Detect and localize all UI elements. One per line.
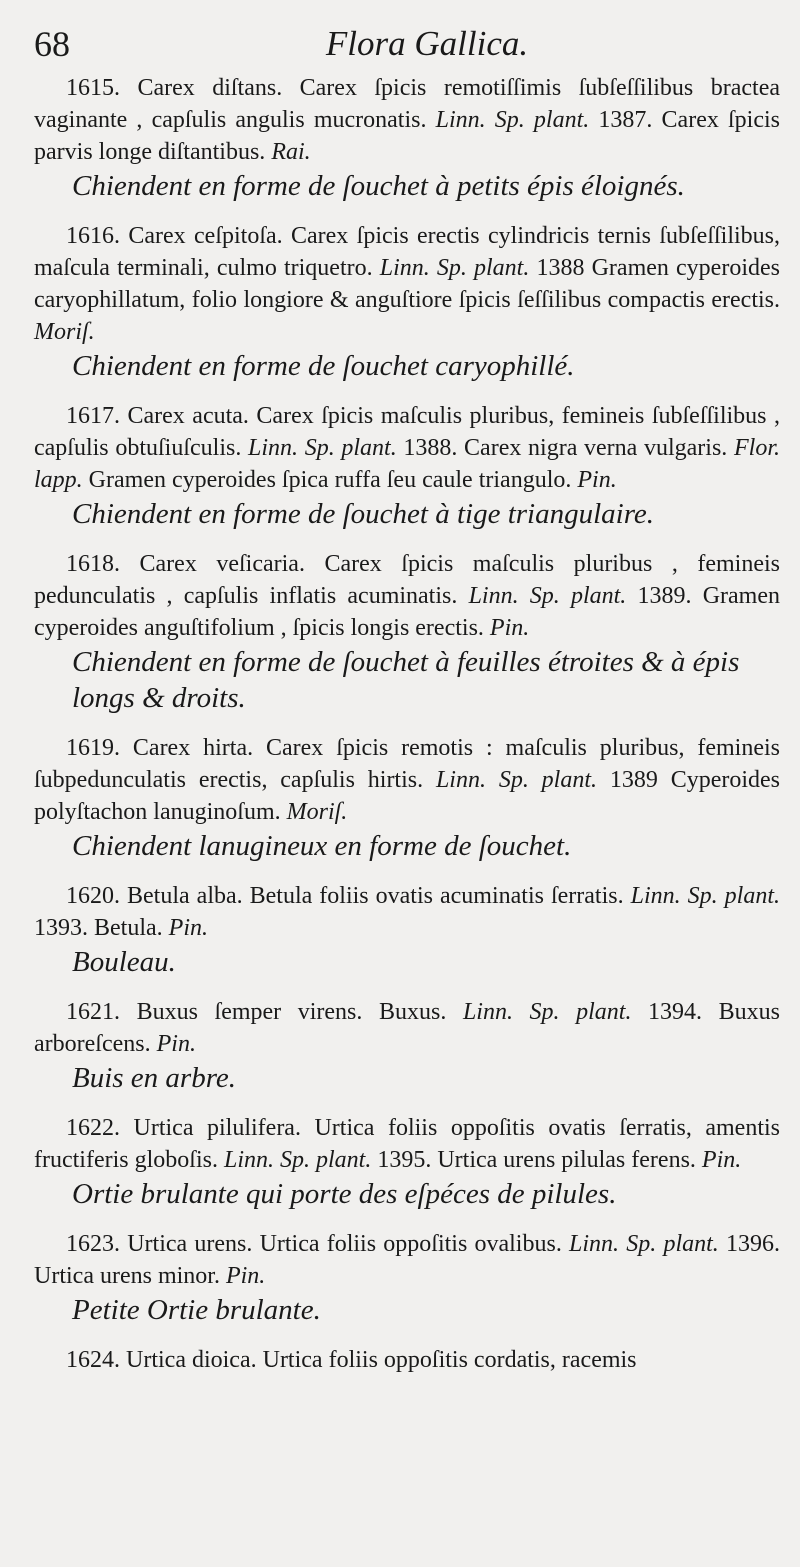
vernacular-name: Ortie brulante qui porte des eſpéces de pilules. <box>72 1178 617 1210</box>
entry-text: 1393. Betula. <box>34 915 169 941</box>
running-head <box>34 22 780 72</box>
vernacular-name: Chiendent en forme de ſouchet à tige triangulaire. <box>72 498 655 530</box>
running-title: Flora Gallica. <box>325 24 529 63</box>
vernacular-name: Chiendent en forme de ſouchet à feuilles étroites & à épis longs & droits. <box>72 646 740 714</box>
entry-description <box>34 548 780 644</box>
entry-spacer <box>34 980 780 996</box>
flora-entry <box>34 880 780 980</box>
entry-text: 1616. Carex ceſpitoſa. Carex ſpicis erectis cylindricis ternis ſubſeſſilibus, maſcula terminali, culmo triquetro. <box>34 223 780 281</box>
citation-reference: Linn. Sp. plant. <box>462 999 632 1025</box>
entry-description <box>34 732 780 828</box>
entry-spacer <box>34 1096 780 1112</box>
entry-spacer <box>34 1328 780 1344</box>
entry-text: 1619. Carex hirta. Carex ſpicis remotis : maſculis pluribus, femineis ſubpedunculatis erectis, capſulis hirtis. <box>34 735 780 793</box>
entry-text: 1623. Urtica urens. Urtica foliis oppoſitis ovalibus. <box>66 1231 570 1257</box>
entry-spacer <box>34 864 780 880</box>
citation-reference: Moriſ. <box>286 799 348 825</box>
entry-description <box>34 72 780 168</box>
vernacular-name: Chiendent en forme de ſouchet caryophillé. <box>72 350 575 382</box>
citation-reference: Rai. <box>271 139 311 165</box>
entry-spacer <box>34 1212 780 1228</box>
vernacular-name: Chiendent en forme de ſouchet à petits épis éloignés. <box>72 170 685 202</box>
entry-spacer <box>34 716 780 732</box>
entry-text: 1387. Carex ſpicis parvis longe diſtantibus. <box>34 107 780 165</box>
entry-text: 1622. Urtica pilulifera. Urtica foliis oppoſitis ovatis ſerratis, amentis fructiferis globoſis. <box>34 1115 780 1173</box>
flora-entry <box>34 1344 780 1376</box>
citation-reference: Linn. Sp. plant. <box>435 107 590 133</box>
citation-reference: Linn. Sp. plant. <box>435 767 597 793</box>
entry-text: 1618. Carex veſicaria. Carex ſpicis maſculis pluribus , femineis pedunculatis , capſulis inflatis acuminatis. <box>34 551 780 609</box>
citation-reference: Linn. Sp. plant. <box>468 583 627 609</box>
entry-text: 1620. Betula alba. Betula foliis ovatis acuminatis ſerratis. <box>66 883 631 909</box>
entry-text: 1624. Urtica dioica. Urtica foliis oppoſitis cordatis, racemis <box>66 1347 637 1373</box>
entry-text: 1389. Gramen cyperoides anguſtifolium , ſpicis longis erectis. <box>34 583 781 641</box>
entry-spacer <box>34 532 780 548</box>
flora-entry <box>34 400 780 532</box>
citation-reference: Pin. <box>701 1147 742 1173</box>
page-number: 68 <box>34 24 70 64</box>
vernacular-name: Buis en arbre. <box>72 1062 237 1094</box>
entry-description <box>34 220 780 348</box>
citation-reference: Pin. <box>489 615 530 641</box>
citation-reference: Linn. Sp. plant. <box>379 255 530 281</box>
entry-text: 1396. Urtica urens minor. <box>34 1231 781 1289</box>
citation-reference: Linn. Sp. plant. <box>569 1231 719 1257</box>
citation-reference: Pin. <box>577 467 617 493</box>
citation-reference: Pin. <box>225 1263 266 1289</box>
entry-text: 1395. Urtica urens pilulas ferens. <box>371 1147 702 1173</box>
entry-text: 1388. Carex nigra verna vulgaris. <box>396 435 734 461</box>
flora-entry <box>34 1228 780 1328</box>
citation-reference: Pin. <box>168 915 208 941</box>
entry-spacer <box>34 384 780 400</box>
flora-entry <box>34 72 780 204</box>
vernacular-name: Petite Ortie brulante. <box>72 1294 321 1326</box>
citation-reference: Pin. <box>156 1031 196 1057</box>
entry-text: 1388 Gramen cyperoides caryophillatum, folio longiore & anguſtiore ſpicis ſeſſilibus compactis erectis. <box>34 255 780 313</box>
entry-text: Gramen cyperoides ſpica ruffa ſeu caule triangulo. <box>82 467 578 493</box>
entry-description <box>34 1112 780 1176</box>
entry-description <box>34 1228 780 1292</box>
entry-text: 1394. Buxus arboreſcens. <box>34 999 780 1057</box>
citation-reference: Flor. lapp. <box>34 435 780 493</box>
flora-entry <box>34 220 780 384</box>
flora-entry <box>34 548 780 716</box>
entry-description <box>34 996 780 1060</box>
citation-reference: Linn. Sp. plant. <box>223 1147 372 1173</box>
flora-entry <box>34 1112 780 1212</box>
entry-text: 1615. Carex diſtans. Carex ſpicis remotiſſimis ſubſeſſilibus bractea vaginante , capſulis angulis mucronatis. <box>34 75 780 133</box>
entry-description <box>34 1344 780 1376</box>
citation-reference: Linn. Sp. plant. <box>630 883 780 909</box>
flora-entry <box>34 732 780 864</box>
citation-reference: Linn. Sp. plant. <box>248 435 397 461</box>
flora-entry <box>34 996 780 1096</box>
entry-text: 1621. Buxus ſemper virens. Buxus. <box>66 999 463 1025</box>
entry-description <box>34 400 780 496</box>
citation-reference: Moriſ. <box>34 319 95 345</box>
entry-list <box>34 72 780 1376</box>
vernacular-name: Chiendent lanugineux en forme de ſouchet. <box>72 830 572 862</box>
entry-text: 1617. Carex acuta. Carex ſpicis maſculis pluribus, femineis ſubſeſſilibus , capſulis obtuſiuſculis. <box>34 403 780 461</box>
entry-description <box>34 880 780 944</box>
vernacular-name: Bouleau. <box>72 946 176 978</box>
entry-spacer <box>34 204 780 220</box>
entry-text: 1389 Cyperoides polyſtachon lanuginoſum. <box>34 767 780 825</box>
